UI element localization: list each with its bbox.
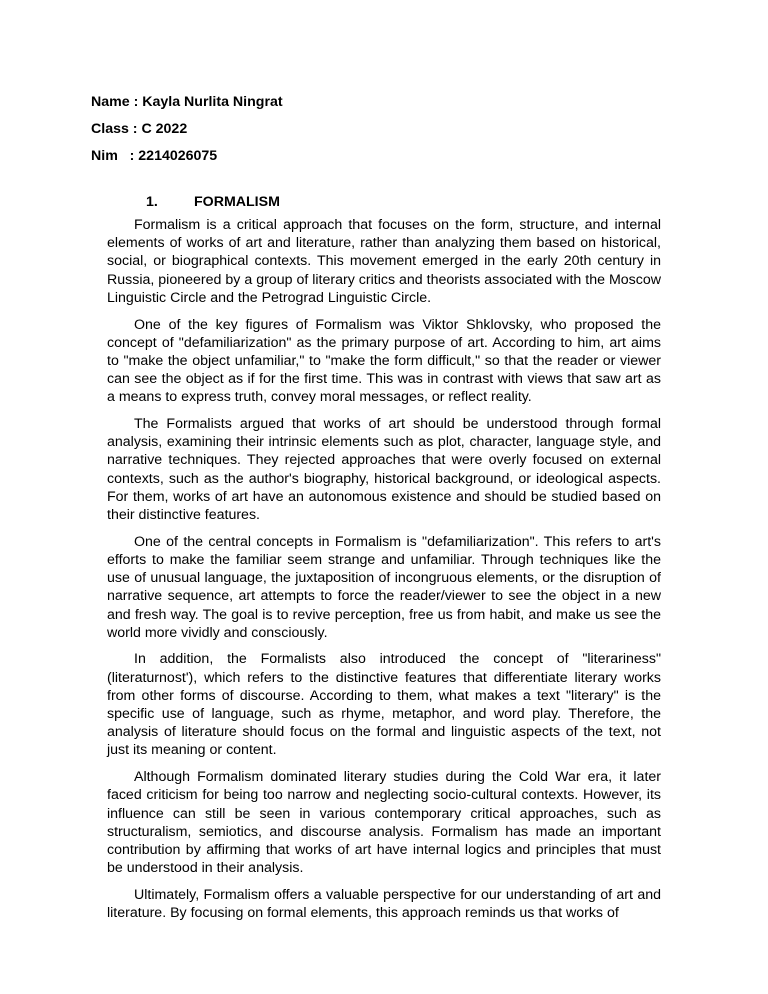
paragraph: The Formalists argued that works of art should be understood through formal analysis, examining their intrinsic elements such as plot, character, language style, and narrative techniques. They rejected approaches that were overly focused on external contexts, such as the author's biography, historical background, or ideological aspects. For them, works of art have an autonomous existence and should be studied based on their distinctive features. <box>107 416 661 524</box>
section-title: FORMALISM <box>194 194 280 210</box>
paragraph: One of the central concepts in Formalism is "defamiliarization". This refers to art's efforts to make the familiar seem strange and unfamiliar. Through techniques like the use of unusual language, the juxtaposition of incongruous elements, or the disruption of narrative sequence, art attempts to force the reader/viewer to see the object in a new and fresh way. The goal is to revive perception, free us from habit, and make us see the world more vividly and consciously. <box>107 533 661 641</box>
paragraph: Formalism is a critical approach that focuses on the form, structure, and internal elements of works of art and literature, rather than analyzing them based on historical, social, or biographical contexts. This movement emerged in the early 20th century in Russia, pioneered by a group of literary critics and theorists associated with the Moscow Linguistic Circle and the Petrograd Linguistic Circle. <box>107 217 661 306</box>
document-body <box>107 216 661 931</box>
paragraph: Ultimately, Formalism offers a valuable perspective for our understanding of art and literature. By focusing on formal elements, this approach reminds us that works of <box>107 886 661 922</box>
student-nim: Nim : 2214026075 <box>91 148 218 164</box>
student-name: Name : Kayla Nurlita Ningrat <box>91 94 283 110</box>
paragraph: In addition, the Formalists also introduced the concept of "literariness" (literaturnost'), which refers to the distinctive features that differentiate literary works from other forms of discourse. According to them, what makes a text "literary" is the specific use of language, such as rhyme, metaphor, and word play. Therefore, the analysis of literature should focus on the formal and linguistic aspects of the text, not just its meaning or content. <box>107 651 661 759</box>
section-number: 1. <box>146 194 158 210</box>
paragraph: Although Formalism dominated literary studies during the Cold War era, it later faced criticism for being too narrow and neglecting socio-cultural contexts. However, its influence can still be seen in various contemporary critical approaches, such as structuralism, semiotics, and discourse analysis. Formalism has made an important contribution by affirming that works of art have internal logics and principles that must be understood in their analysis. <box>107 769 661 877</box>
section-heading <box>146 194 280 210</box>
paragraph: One of the key figures of Formalism was Viktor Shklovsky, who proposed the concept of "defamiliarization" as the primary purpose of art. According to him, art aims to "make the object unfamiliar," to "make the form difficult," so that the reader or viewer can see the object as if for the first time. This was in contrast with views that saw art as a means to express truth, convey moral messages, or reflect reality. <box>107 316 661 406</box>
student-class: Class : C 2022 <box>91 121 188 137</box>
